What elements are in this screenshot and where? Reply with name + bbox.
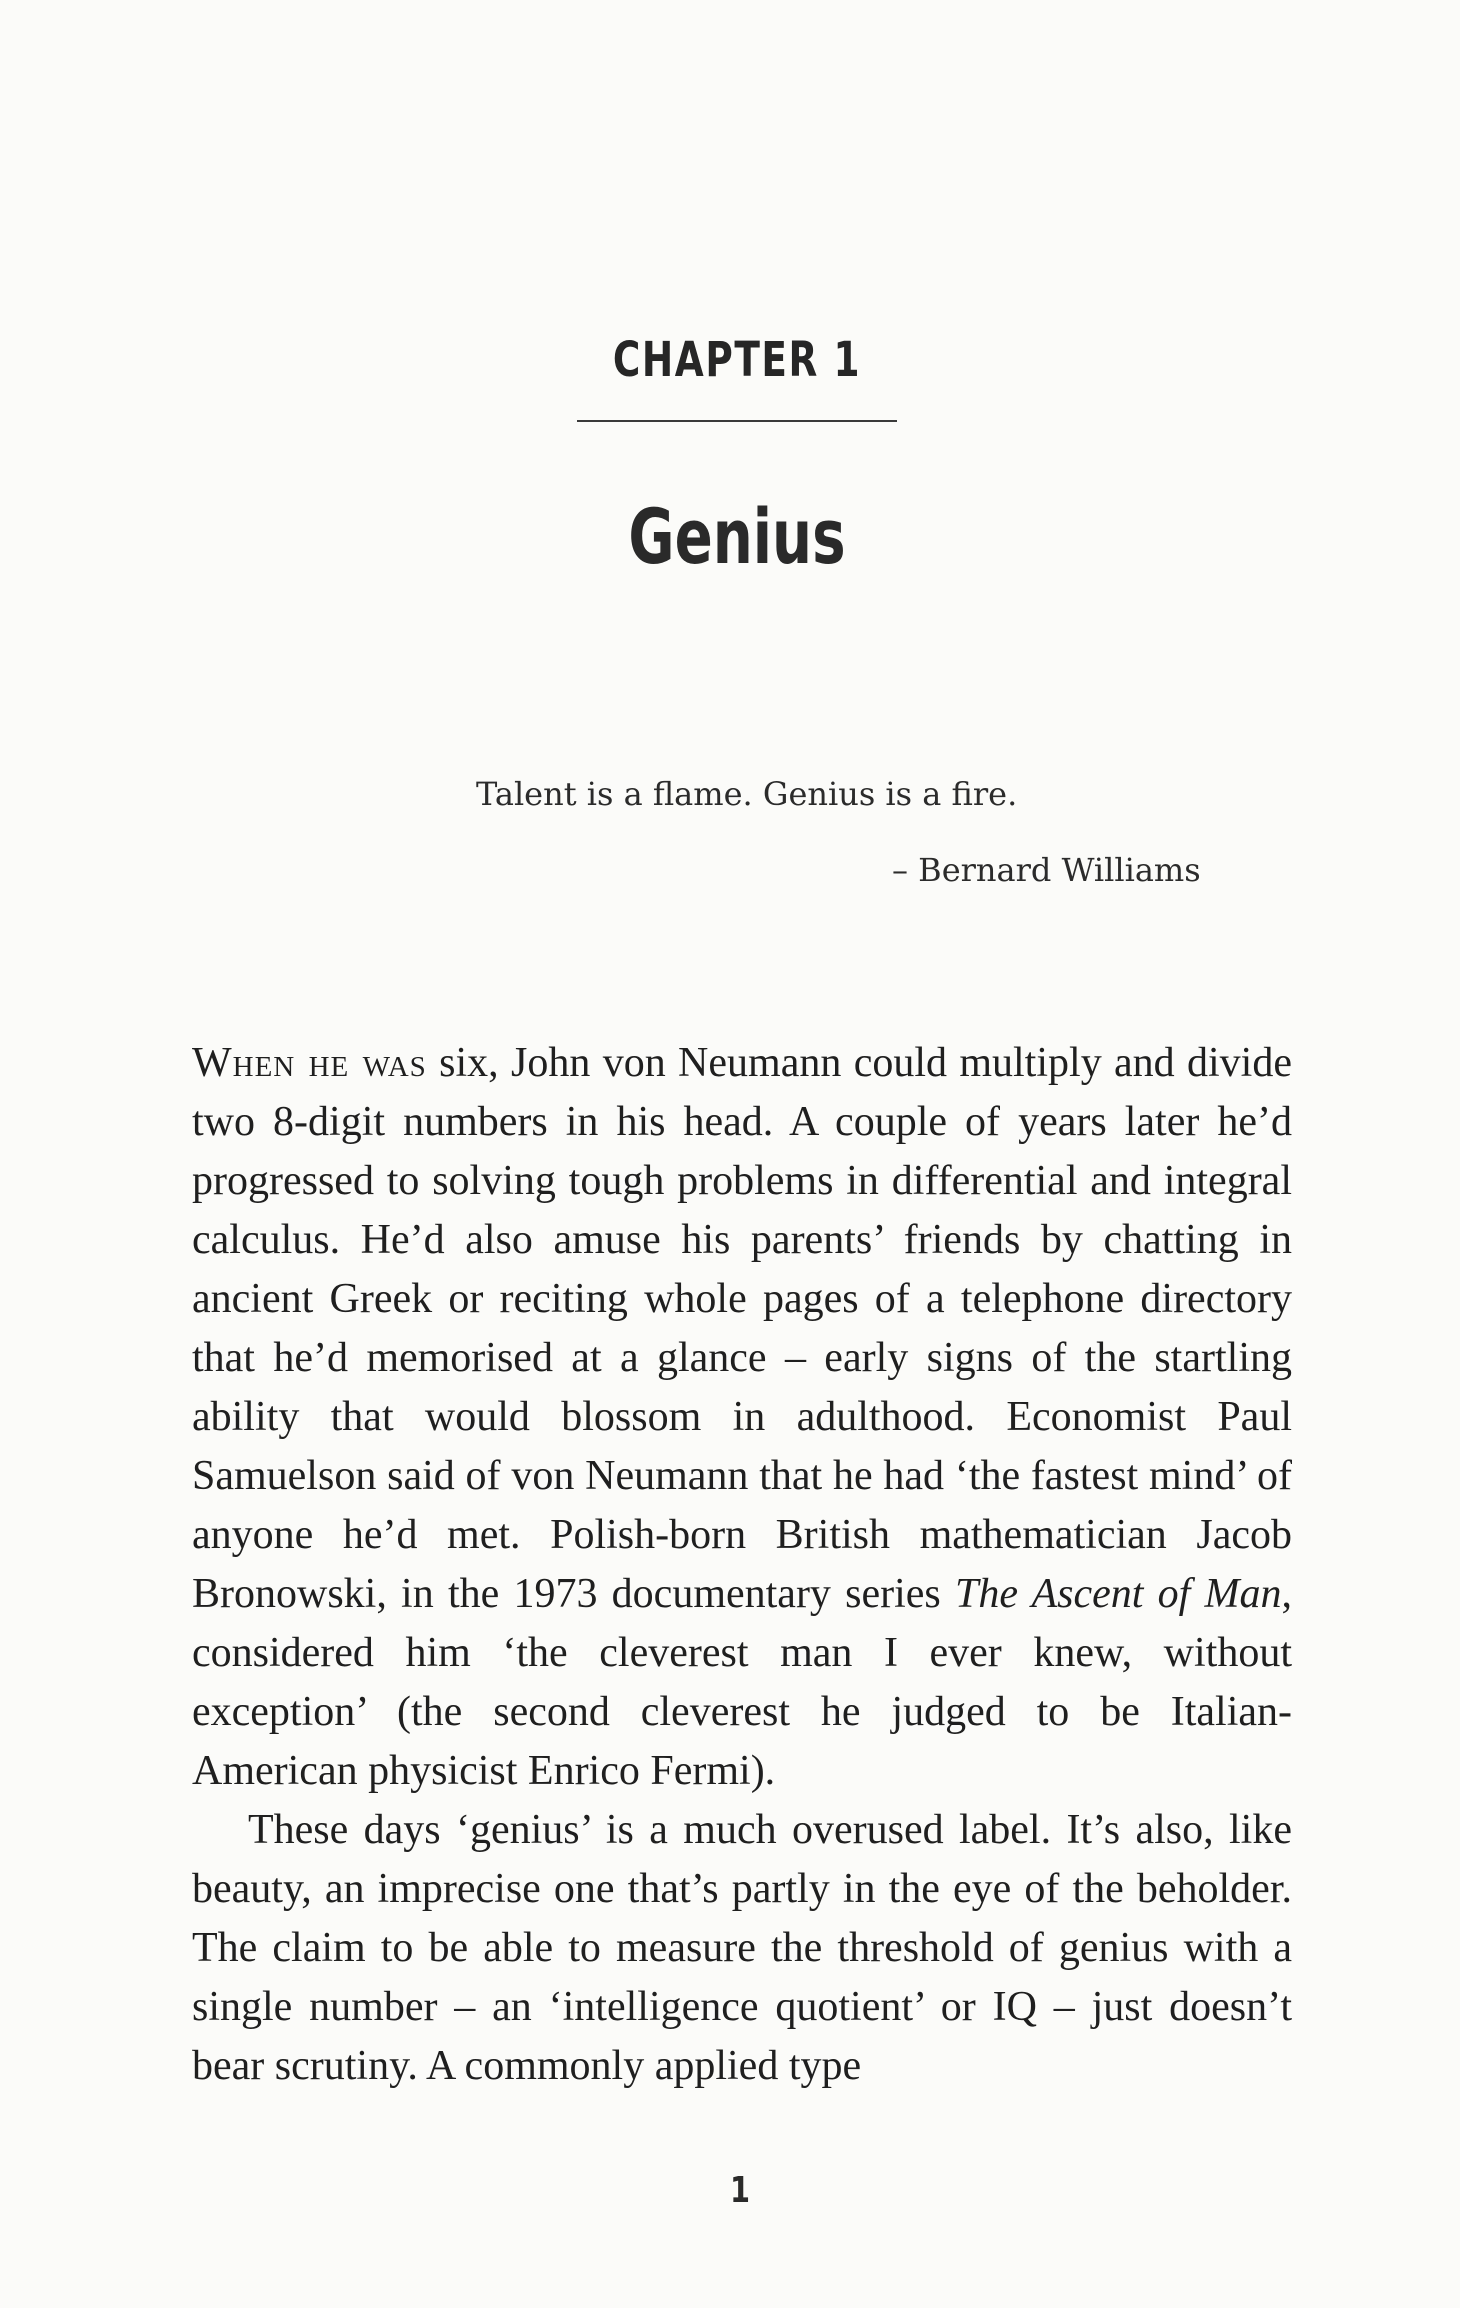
book-title-italic: The Ascent of Man xyxy=(955,1571,1282,1617)
epigraph-quote: Talent is a flame. Genius is a fire. xyxy=(476,775,1018,813)
paragraph-1-text-a: six, John von Neumann could multiply and divide two 8-digit numbers in his head. A couple of years later he’d progressed to solving tough problems in differential and integral calculus. He’d also amuse his parents’ friends by chatting in ancient Greek or reciting whole pages of a telephone directory that he’d memorised at a glance – early signs of the startling ability that would blossom in adulthood. Economist Paul Samuelson said of von Neumann that he had ‘the fastest mind’ of anyone he’d met. Polish-born British mathematician Jacob Bronowski, in the 1973 documentary series xyxy=(192,1040,1292,1617)
chapter-title: Genius xyxy=(628,492,846,581)
paragraph-1-text-b: , considered him ‘the cleverest man I ever knew, without exception’ (the second cleverest he judged to be Italian-American physicist Enrico Fermi). xyxy=(192,1571,1292,1794)
epigraph-author: – Bernard Williams xyxy=(892,851,1201,889)
page-number: 1 xyxy=(729,2170,751,2211)
paragraph-2: These days ‘genius’ is a much overused label. It’s also, like beauty, an imprecise one that’s partly in the eye of the beholder. The claim to be able to measure the threshold of genius with a single number – an ‘intelligence quotient’ or IQ – just doesn’t bear scrutiny. A commonly applied type xyxy=(192,1807,1292,2089)
paragraph-1 xyxy=(192,1034,1292,1801)
paragraph-lead-in: When he was xyxy=(192,1040,427,1086)
body-text xyxy=(192,1034,1292,2096)
chapter-label: CHAPTER 1 xyxy=(612,332,862,388)
chapter-divider xyxy=(577,420,897,422)
